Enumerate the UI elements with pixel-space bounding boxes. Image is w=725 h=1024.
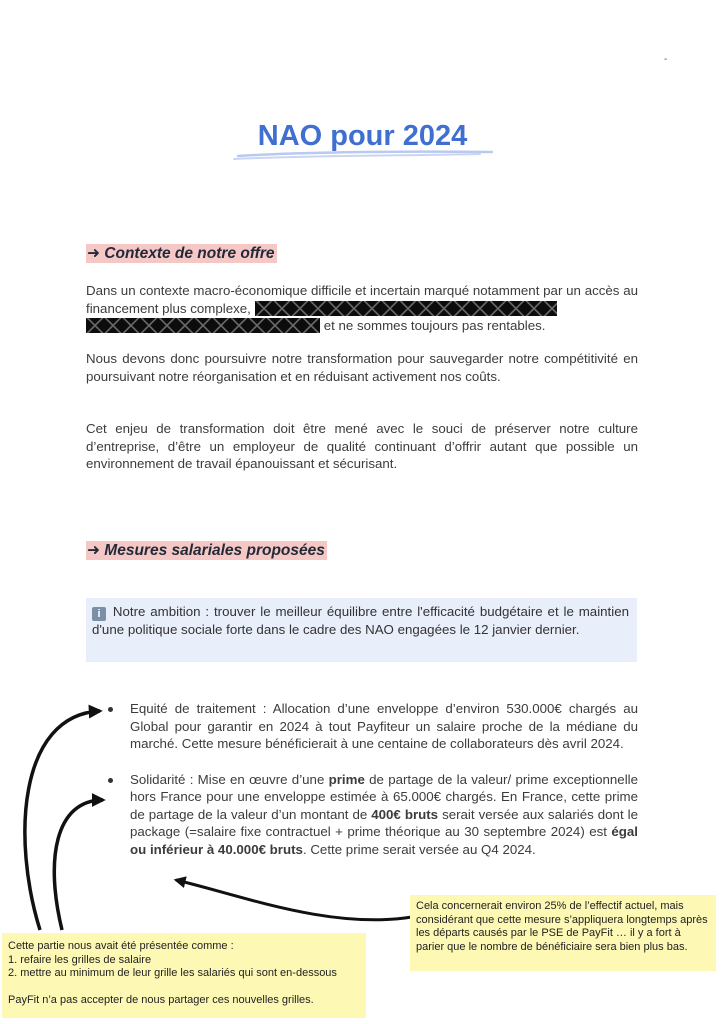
title-underline bbox=[230, 148, 496, 162]
context-paragraph-2: Nous devons donc poursuivre notre transformation pour sauvegarder notre compétitivité en poursuivant notre réorganisation et en réduisant activement nos coûts. bbox=[86, 351, 638, 384]
redaction-block bbox=[255, 301, 557, 316]
arrow-to-equity bbox=[25, 711, 100, 930]
page-title: NAO pour 2024 bbox=[257, 120, 468, 152]
bullet-icon bbox=[108, 707, 113, 712]
note-line: 1. refaire les grilles de salaire bbox=[8, 953, 152, 966]
sticky-note-right: Cela concernerait environ 25% de l’effectif actuel, mais considérant que cette mesure s’appliquera longtemps après les départs causés par le PSE de PayFit … il y a fort à parier que le nombre de bénéficiaire sera bien plus bas. bbox=[410, 895, 716, 971]
bold-run: 400€ bruts bbox=[371, 806, 439, 822]
section-heading-context bbox=[86, 244, 277, 263]
arrow-to-solidarity bbox=[54, 800, 103, 930]
bold-run: prime bbox=[328, 771, 365, 787]
note-line: Cette partie nous avait été présentée comme : bbox=[8, 940, 234, 952]
context-paragraph-1-end: et ne sommes toujours pas rentables. bbox=[323, 318, 546, 333]
text-run: . Cette prime serait versée au Q4 2024. bbox=[302, 841, 536, 857]
measure-equity-text: Equité de traitement : Allocation d’une enveloppe d’environ 530.000€ chargés au Global pour garantir en 2024 à tout Payfiteur un salaire proche de la médiane du marché. Cette mesure bénéficierait à une centaine de collaborateurs dès avril 2024. bbox=[130, 701, 638, 751]
context-paragraph-1 bbox=[86, 282, 638, 335]
note-line: 2. mettre au minimum de leur grille les salariés qui sont en-dessous bbox=[8, 967, 337, 979]
list-item bbox=[106, 771, 638, 859]
section-heading-measures-label: ➜ Mesures salariales proposées bbox=[87, 542, 325, 559]
context-paragraph-3: Cet enjeu de transformation doit être mené avec le souci de préserver notre culture d’entreprise, d’être un employeur de qualité continuant d’offrir autant que possible un environnement de travail épanouissant et sécurisant. bbox=[86, 421, 638, 471]
section-heading-measures bbox=[86, 541, 327, 560]
text-run: serait versée aux salariés dont le package (=salaire fixe contractuel + prime théorique au 30 septembre 2024) est bbox=[130, 806, 638, 839]
list-item bbox=[106, 700, 638, 753]
arrow-from-note bbox=[176, 880, 412, 920]
redaction-block bbox=[86, 318, 320, 333]
section-heading-context-label: ➜ Contexte de notre offre bbox=[87, 245, 275, 262]
text-run: de partage de la valeur/ prime exceptionnelle hors France pour une enveloppe estimée à 65.000€ chargés. En France, cette prime de partage de la valeur d’un montant de bbox=[130, 771, 638, 822]
context-paragraph-1-start: Dans un contexte macro-économique difficile et incertain marqué notamment par un accès au financement plus complexe, bbox=[86, 283, 638, 316]
measures-list bbox=[106, 700, 638, 876]
page-marker: - bbox=[664, 54, 668, 65]
info-icon: i bbox=[92, 607, 106, 621]
text-run: Solidarité : Mise en œuvre d’une bbox=[130, 771, 329, 787]
ambition-text: Notre ambition : trouver le meilleur équilibre entre l'efficacité budgétaire et le maintien d'une politique sociale forte dans le cadre des NAO engagées le 12 janvier dernier. bbox=[92, 604, 629, 637]
note-line: PayFit n’a pas accepter de nous partager ces nouvelles grilles. bbox=[8, 993, 314, 1006]
measure-solidarity-text bbox=[130, 772, 638, 857]
ambition-callout bbox=[86, 598, 637, 662]
bullet-icon bbox=[108, 778, 113, 783]
sticky-note-left bbox=[2, 933, 366, 1018]
bold-run: égal ou inférieur à 40.000€ bruts bbox=[130, 824, 638, 857]
